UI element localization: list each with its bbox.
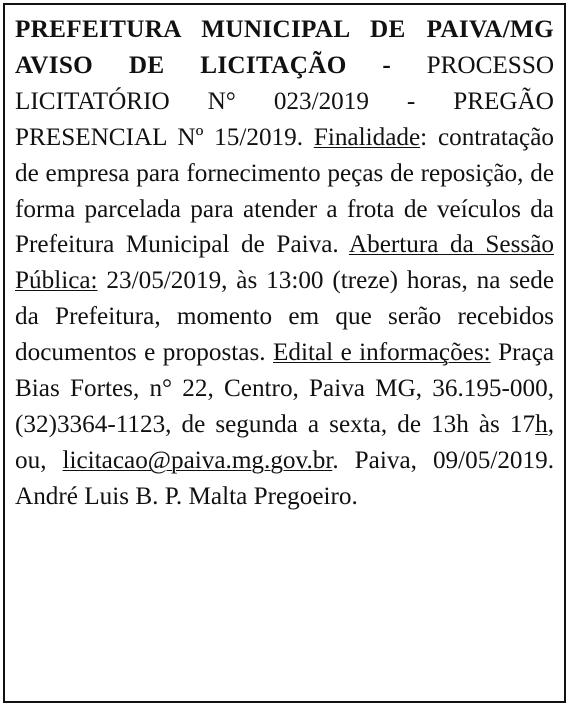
process-number: PROCESSO LICITATÓRIO N° 023/2019 - PREGÃO PRESENCIAL Nº 15/2019. bbox=[15, 51, 555, 151]
notice-title: PREFEITURA MUNICIPAL DE PAIVA/MG AVISO DE LICITAÇÃO - bbox=[15, 16, 554, 79]
email-link[interactable]: licitacao@paiva.mg.gov.br bbox=[62, 446, 333, 474]
info-label: Edital e informações: bbox=[273, 339, 491, 367]
closing-text: . Paiva, 09/05/2019. André Luis B. P. Malta Pregoeiro. bbox=[15, 446, 554, 510]
purpose-label: Finalidade bbox=[313, 123, 421, 151]
info-text-after: , ou, bbox=[15, 410, 554, 474]
info-text-h: h bbox=[535, 410, 548, 438]
info-text: Praça Bias Fortes, n° 22, Centro, Paiva MG, 36.195-000, (32)3364-1123, de segunda a sexta, de 13h às 17 bbox=[15, 339, 555, 438]
bid-notice bbox=[3, 3, 566, 703]
opening-text: 23/05/2019, às 13:00 (treze) horas, na sede da Prefeitura, momento em que serão recebidos documentos e propostas. bbox=[15, 267, 554, 367]
purpose-text: : contratação de empresa para fornecimento peças de reposição, de forma parcelada para atender a frota de veículos da Prefeitura Municipal de Paiva. bbox=[15, 123, 555, 259]
opening-label: Abertura da Sessão Pública: bbox=[15, 231, 554, 295]
